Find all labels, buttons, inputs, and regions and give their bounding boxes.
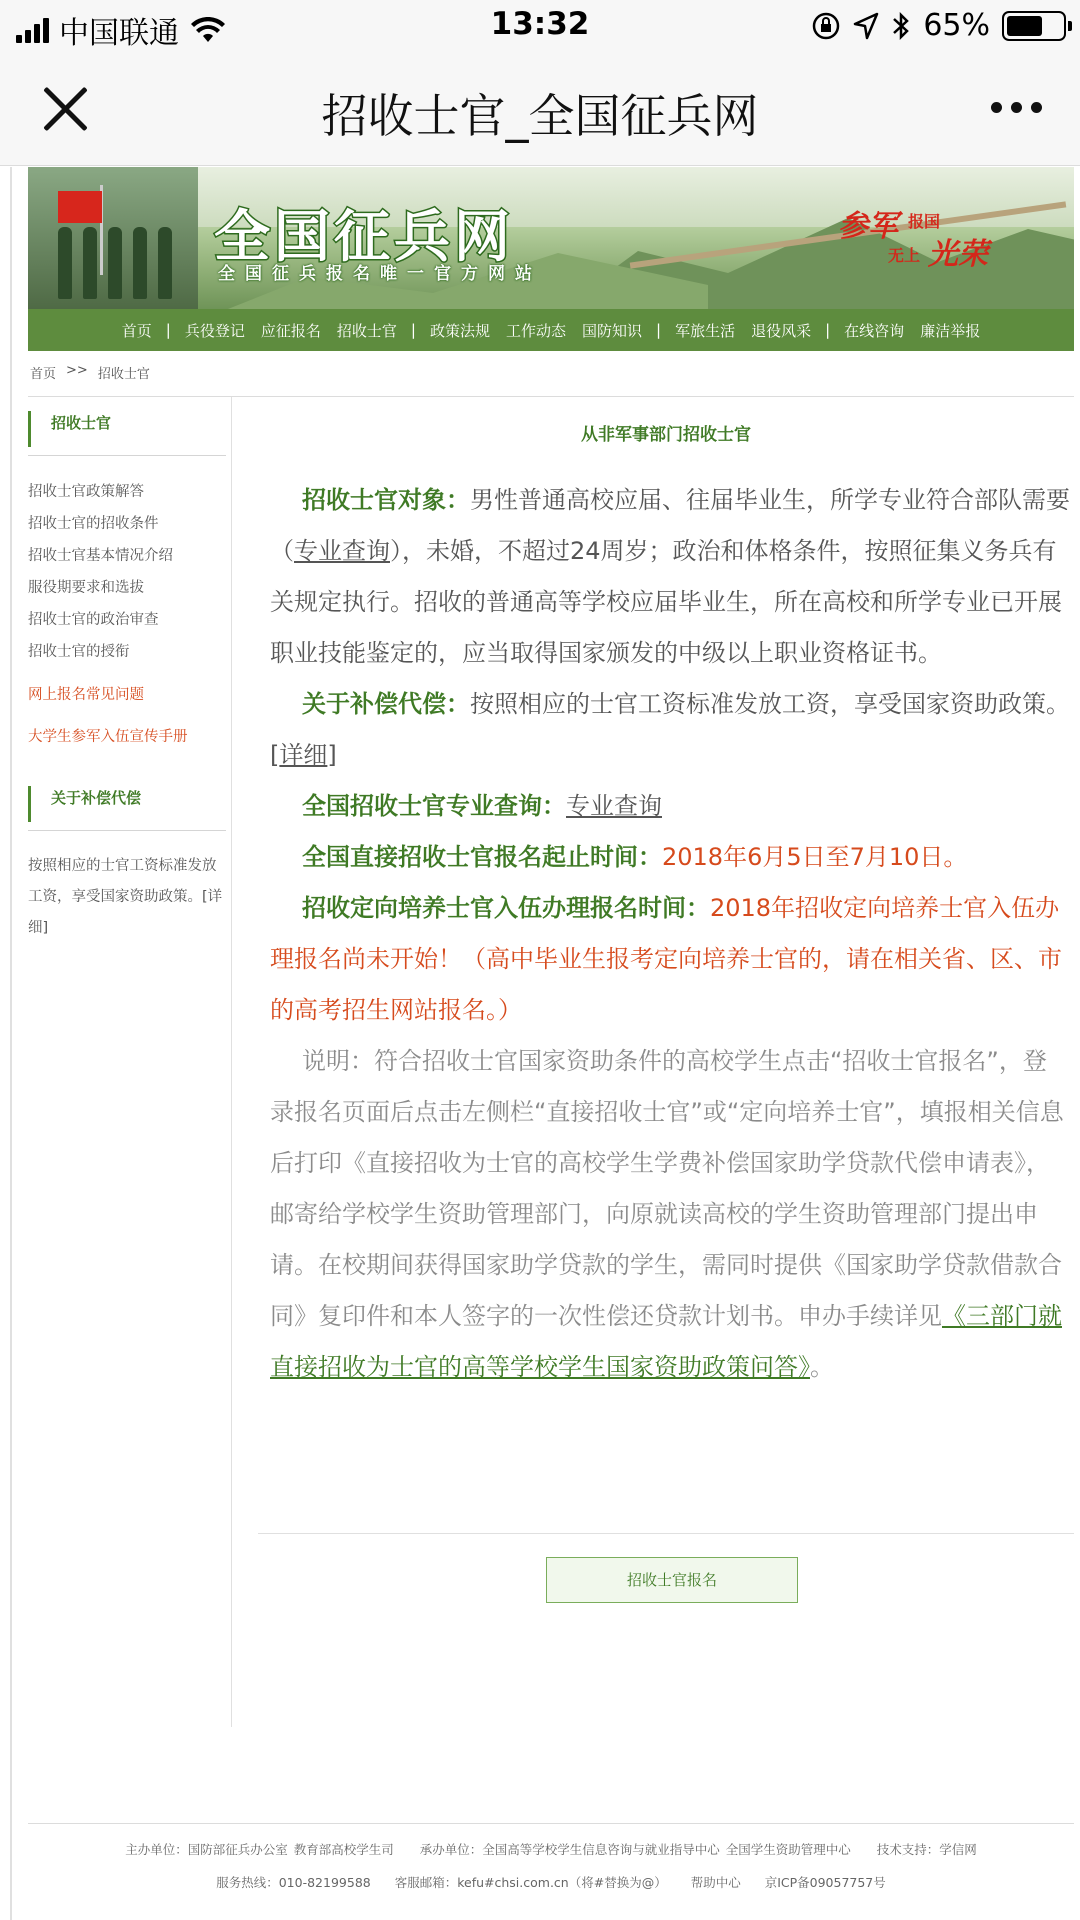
main-menu: 首页 | 兵役登记 应征报名 招收士官 | 政策法规 工作动态 国防知识 | 军旅生活 退役风采 | 在线咨询 廉洁举报 [28,309,1074,351]
menu-item-veterans[interactable]: 退役风采 [751,321,812,340]
breadcrumb-sep: >> [66,363,88,378]
menu-item-registration[interactable]: 兵役登记 [184,321,245,340]
tech-support-link[interactable]: 技术支持：学信网 [876,1842,977,1857]
details-link[interactable]: 详细 [279,741,328,769]
clock: 13:32 [490,6,590,42]
battery-icon [1002,11,1066,41]
more-icon[interactable] [991,102,1042,113]
site-subtitle: 全国征兵报名唯一官方网站 [218,264,542,284]
battery-percent: 65% [923,8,990,43]
footer-line-2: 服务热线：010-82199588 客服邮箱：kefu#chsi.com.cn（将#替换为@） 帮助中心 京ICP备09057757号 [216,1875,886,1890]
content-title: 从非军事部门招收士官 [581,425,751,445]
para-direct-time: 全国直接招收士官报名起止时间：2018年6月5日至7月10日。 [302,843,968,871]
para-major-query: 全国招收士官专业查询：专业查询 [302,792,662,820]
para-compensation: 关于补偿代偿：按照相应的士官工资标准发放工资，享受国家资助政策。[详细] [270,690,1070,769]
rotation-lock-icon [811,11,841,41]
menu-item-home[interactable]: 首页 [121,321,152,340]
breadcrumb-home[interactable]: 首页 [30,367,57,382]
page-title: 招收士官_全国征兵网 [321,89,759,143]
help-center-link[interactable]: 帮助中心 [690,1875,741,1890]
sidebar-compensation-text: 按照相应的士官工资标准发放工资，享受国家资助政策。[详细] [28,858,223,936]
menu-item-consult[interactable]: 在线咨询 [844,321,905,340]
sidebar [28,397,232,1727]
menu-item-military-life[interactable]: 军旅生活 [675,321,736,340]
icp-link[interactable]: 京ICP备09057757号 [764,1875,886,1890]
flag-icon [58,191,102,223]
para-target: 招收士官对象：男性普通高校应届、往届毕业生，所学专业符合部队需要（专业查询），未婚，不超过24周岁；政治和体格条件，按照征集义务兵有关规定执行。招收的普通高等学校应届毕业生，所在高校和所学专业已开展职业技能鉴定的，应当取得国家颁发的中级以上职业资格证书。 [270,486,1070,667]
major-query-link-2[interactable]: 专业查询 [566,792,662,820]
soldiers-image [28,167,198,309]
footer-line-1: 主办单位：国防部征兵办公室 教育部高校学生司 承办单位：全国高等学校学生信息咨询与就业指导中心 全国学生资助管理中心 技术支持：学信网 [125,1842,977,1857]
sidebar-heading-nco[interactable]: 招收士官 [28,411,231,447]
sidebar-link[interactable]: 招收士官的招收条件 [28,516,159,532]
para-note: 说明：符合招收士官国家资助条件的高校学生点击“招收士官报名”，登录报名页面后点击左侧栏“直接招收士官”或“定向培养士官”，填报相关信息后打印《直接招收为士官的高校学生学费补偿国家助学贷款代偿申请表》，邮寄给学校学生资助管理部门，向原就读高校的学生资助管理部门提出申请。在校期间获得国家助学贷款的学生，需同时提供《国家助学贷款借款合同》复印件和本人签字的一次性偿还贷款计划书。申办手续详见《三部门就直接招收为士官的高等学校学生国家资助政策问答》。 [270,1047,1064,1381]
menu-item-enlist[interactable]: 应征报名 [260,321,321,340]
article-body [270,475,1070,1393]
sidebar-link-faq[interactable]: 网上报名常见问题 [28,687,144,703]
menu-item-nco[interactable]: 招收士官 [336,321,397,340]
site-banner [28,167,1074,309]
close-icon[interactable] [38,82,92,136]
web-page [0,167,1080,1920]
menu-item-news[interactable]: 工作动态 [505,321,566,340]
menu-item-policy[interactable]: 政策法规 [429,321,490,340]
sidebar-link[interactable]: 服役期要求和选拔 [28,580,144,596]
sidebar-link[interactable]: 招收士官的政治审查 [28,612,159,628]
carrier-name: 中国联通 [59,16,179,51]
breadcrumb-current: 招收士官 [97,367,150,382]
slogan: 参军 报国 无上 光荣 [838,209,988,272]
menu-item-report[interactable]: 廉洁举报 [920,321,981,340]
sidebar-link[interactable]: 招收士官基本情况介绍 [28,548,173,564]
major-query-link[interactable]: 专业查询 [294,537,390,565]
policy-qa-link[interactable]: 《三部门就直接招收为士官的高等学校学生国家资助政策问答》 [270,1302,1062,1381]
para-directed-time: 招收定向培养士官入伍办理报名时间：2018年招收定向培养士官入伍办理报名尚未开始！（高中毕业生报考定向培养士官的，请在相关省、区、市的高考招生网站报名。） [270,894,1062,1024]
location-icon [853,12,879,40]
nco-apply-button[interactable]: 招收士官报名 [546,1557,798,1603]
sidebar-heading-compensation[interactable]: 关于补偿代偿 [28,786,231,822]
bluetooth-icon [891,11,911,41]
status-bar [0,0,1080,54]
sidebar-link[interactable]: 招收士官的授衔 [28,644,130,660]
site-logo[interactable]: 全国征兵网 [214,205,514,270]
sidebar-link-handbook[interactable]: 大学生参军入伍宣传手册 [28,729,188,745]
menu-item-defense[interactable]: 国防知识 [582,321,643,340]
breadcrumb [30,363,150,382]
nav-bar [0,54,1080,166]
sidebar-link[interactable]: 招收士官政策解答 [28,484,144,500]
